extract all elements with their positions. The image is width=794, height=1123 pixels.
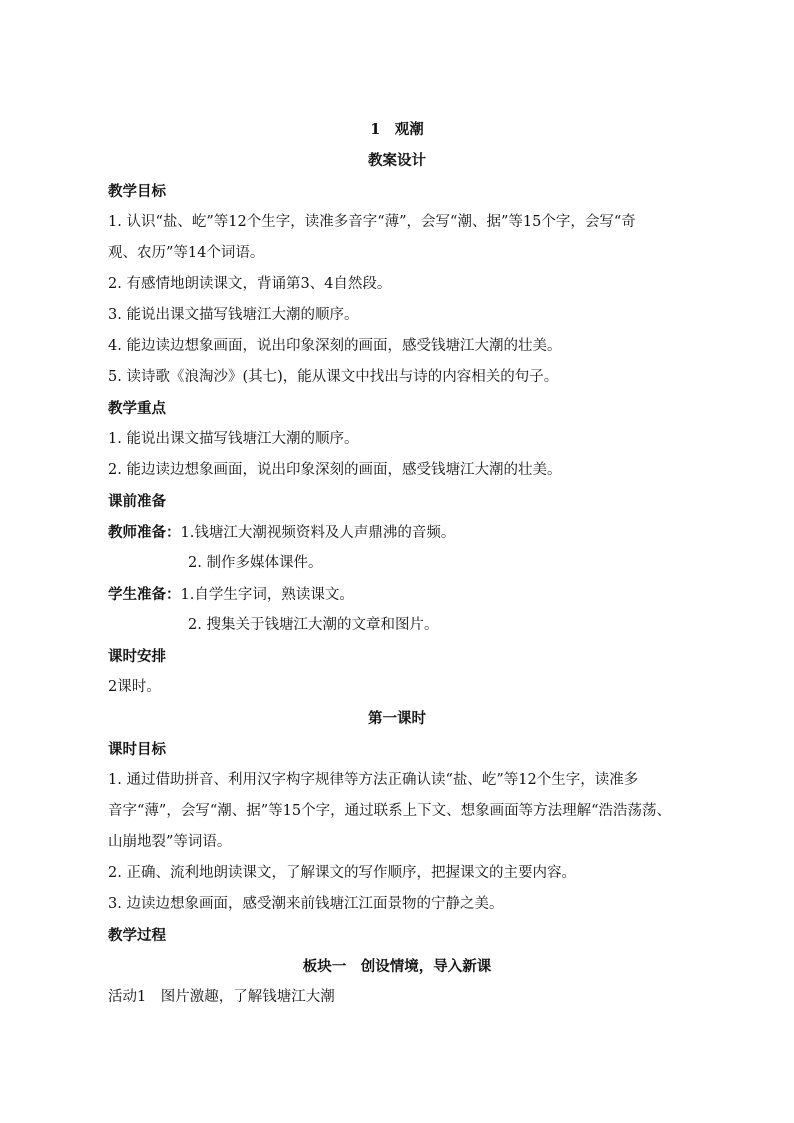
student-prep-label: 学生准备： xyxy=(108,586,181,603)
lesson-goal-item: 1. 通过借助拼音、利用汉字构字规律等方法正确认读“盐、屹”等12个生字，读准多 xyxy=(108,772,639,788)
goal-item: 5. 读诗歌《浪淘沙》(其七)，能从课文中找出与诗的内容相关的句子。 xyxy=(108,369,559,385)
key-point-item: 2. 能边读边想象画面，说出印象深刻的画面，感受钱塘江大潮的壮美。 xyxy=(108,462,562,478)
goal-item: 观、农历”等14个词语。 xyxy=(108,245,265,261)
block-title: 板块一 创设情境，导入新课 xyxy=(302,958,492,975)
teacher-prep-item: 1.钱塘江大潮视频资料及人声鼎沸的音频。 xyxy=(180,525,456,541)
page-subtitle: 教案设计 xyxy=(368,152,426,169)
key-point-item: 1. 能说出课文描写钱塘江大潮的顺序。 xyxy=(108,431,359,447)
first-lesson-title: 第一课时 xyxy=(368,710,426,727)
teacher-prep-row xyxy=(108,517,794,548)
student-prep-item: 1.自学生字词，熟读课文。 xyxy=(180,587,354,603)
teacher-prep-label: 教师准备： xyxy=(108,524,181,541)
goal-item: 2. 有感情地朗读课文，背诵第3、4自然段。 xyxy=(108,276,392,292)
process-heading: 教学过程 xyxy=(108,927,166,944)
lesson-goal-item: 山崩地裂”等词语。 xyxy=(108,834,232,850)
lesson-goal-item: 3. 边读边想象画面，感受潮来前钱塘江江面景物的宁静之美。 xyxy=(108,896,504,912)
preparation-heading: 课前准备 xyxy=(108,493,166,510)
lesson-goal-item: 音字“薄”，会写“潮、据”等15个字，通过联系上下文、想象画面等方法理解“浩浩荡荡、 xyxy=(108,803,672,819)
schedule-heading: 课时安排 xyxy=(108,648,166,665)
teacher-prep-item: 2. 制作多媒体课件。 xyxy=(188,555,323,571)
lesson-goal-item: 2. 正确、流利地朗读课文，了解课文的写作顺序，把握课文的主要内容。 xyxy=(108,865,576,881)
lesson-goals-heading: 课时目标 xyxy=(108,741,166,758)
goal-item: 3. 能说出课文描写钱塘江大潮的顺序。 xyxy=(108,307,359,323)
goals-heading: 教学目标 xyxy=(108,183,166,200)
activity-title: 活动1 图片激趣，了解钱塘江大潮 xyxy=(108,989,335,1005)
student-prep-item: 2. 搜集关于钱塘江大潮的文章和图片。 xyxy=(188,617,439,633)
student-prep-row xyxy=(108,579,794,610)
goal-item: 1. 认识“盐、屹”等12个生字，读准多音字“薄”，会写“潮、据”等15个字，会写“奇 xyxy=(108,214,636,230)
key-points-heading: 教学重点 xyxy=(108,400,166,417)
goal-item: 4. 能边读边想象画面，说出印象深刻的画面，感受钱塘江大潮的壮美。 xyxy=(108,338,562,354)
schedule-text: 2课时。 xyxy=(108,679,161,695)
page-title: 1 观潮 xyxy=(370,121,424,138)
